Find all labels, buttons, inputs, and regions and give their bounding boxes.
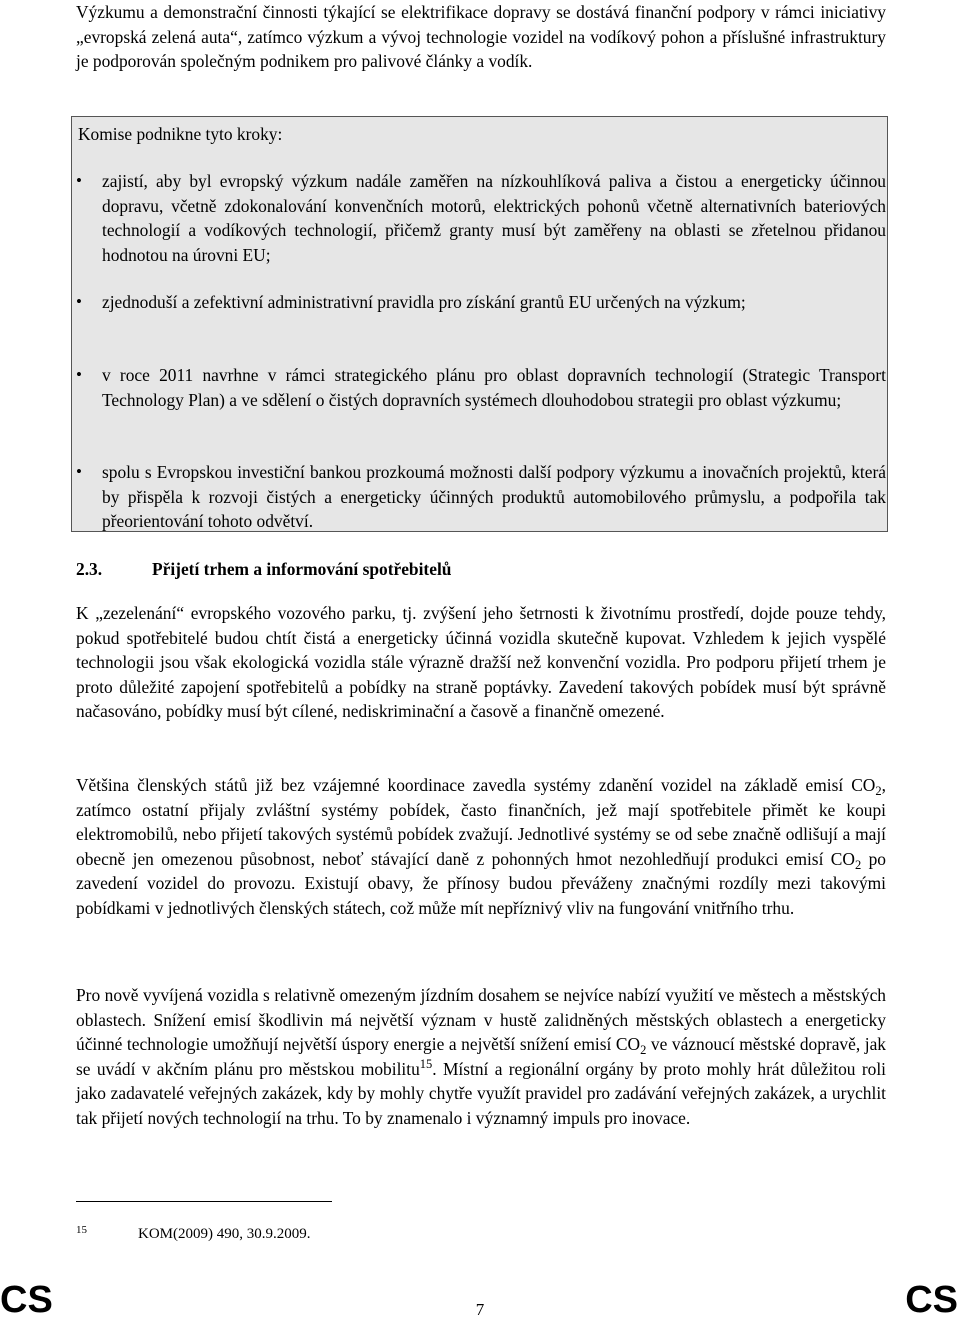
list-item: • spolu s Evropskou investiční bankou prozkoumá možnosti další podpory výzkumu a inovačních projektů, která by přispěla k rozvoji čistých a energeticky účinných produktů automobilového průmyslu, a podpořila tak přeorientování tohoto odvětví. — [102, 460, 886, 534]
paragraph-member-states: Většina členských států již bez vzájemné koordinace zavedla systémy zdanění vozidel na základě emisí $CO_2$, zatímco ostatní přijaly zvláštní systémy pobídek, často finančních, jež mají spotřebitele přimět ke koupi elektromobilů, nebo přijetí takových systémů pobídek zvažují. Jednotlivé systémy se od sebe značně odlišují a mají obecně jen omezenou působnost, neboť stávající daně z pohonných hmot nezohledňují produkci emisí $CO_2$ po zavedení vozidel do provozu. Existují obavy, že přínosy budou převáženy značnými rozdíly mezi takovými pobídkami v jednotlivých členských státech, což může mít nepříznivý vliv na fungování vnitřního trhu. — [76, 775, 886, 918]
paragraph-urban-vehicles: Pro nově vyvíjená vozidla s relativně omezeným jízdním dosahem se nejvíce nabízí využití ve městech a městských oblastech. Snížení emisí škodlivin má největší význam v hustě zalidněných městských oblastech a energeticky účinné technologie umožňují největší úspory energie a největší snížení emisí $CO_2$ ve váznoucí městské dopravě, jak se uvádí v akčním plánu pro městskou mobilitu$^{15}$. Místní a regionální orgány by proto mohly hrát důležitou roli jako zadavatelé veřejných zakázek, kdy by mohly chytře využít pravidel pro zadávání veřejných zakázek, a urychlit tak přijetí nových technologií na trhu. To by znamenalo i významný impuls pro inovace. — [76, 985, 886, 1128]
list-item: • zajistí, aby byl evropský výzkum nadále zaměřen na nízkouhlíková paliva a čistou a energeticky účinnou dopravu, včetně zdokonalování konvenčních motorů, elektrických pohonů včetně alternativních bateriových technologií a vodíkových technologií, přičemž granty musí být zaměřeny na oblasti se zřetelnou přidanou hodnotou na úrovni EU; — [102, 169, 886, 267]
footnote-separator — [76, 1201, 332, 1202]
language-code-right: CS — [905, 1279, 958, 1321]
section-number: 2.3. — [76, 559, 103, 579]
commission-actions-box — [71, 116, 888, 532]
subscript: 2 — [875, 783, 882, 798]
footnote-reference[interactable]: 15 — [419, 1056, 433, 1071]
paragraph-market-acceptance: K „zezelenání“ evropského vozového parku, tj. zvýšení jeho šetrnosti k životnímu prostředí, dojde pouze tehdy, pokud spotřebitelé budou chtít čistá a energeticky účinná vozidla skutečně kupovat. Vzhledem k jejich vyspělé technologii jsou však ekologická vozidla stále výrazně dražší než konvenční vozidla. Pro podporu přijetí trhem je proto důležité zapojení spotřebitelů a pobídky na straně poptávky. Zavedení takových pobídek musí být správně načasováno, pobídky musí být cílené, nediskriminační a časově a finančně omezené. — [76, 603, 886, 721]
footnote-number: 15 — [76, 1224, 87, 1236]
list-item: • zjednoduší a zefektivní administrativní pravidla pro získání grantů EU určených na výzkum; — [102, 290, 886, 315]
subscript: 2 — [640, 1042, 647, 1057]
footnote-text: KOM(2009) 490, 30.9.2009. — [138, 1226, 311, 1242]
box-intro-text: Komise podnikne tyto kroky: — [78, 124, 283, 144]
list-item: • v roce 2011 navrhne v rámci strategického plánu pro oblast dopravních technologií (Strategic Transport Technology Plan) a ve sdělení o čistých dopravních systémech dlouhodobou strategii pro oblast výzkumu; — [102, 363, 886, 412]
section-title: Přijetí trhem a informování spotřebitelů — [152, 559, 452, 579]
language-code-left: CS — [0, 1279, 53, 1321]
intro-paragraph: Výzkumu a demonstrační činnosti týkající se elektrifikace dopravy se dostává finanční podpory v rámci iniciativy „evropská zelená auta“, zatímco výzkum a vývoj technologie vozidel na vodíkový pohon a příslušné infrastruktury je podporován společným podnikem pro palivové články a vodík. — [76, 2, 886, 71]
page-number: 7 — [475, 1300, 485, 1319]
section-heading — [76, 557, 886, 582]
subscript: 2 — [854, 857, 862, 872]
